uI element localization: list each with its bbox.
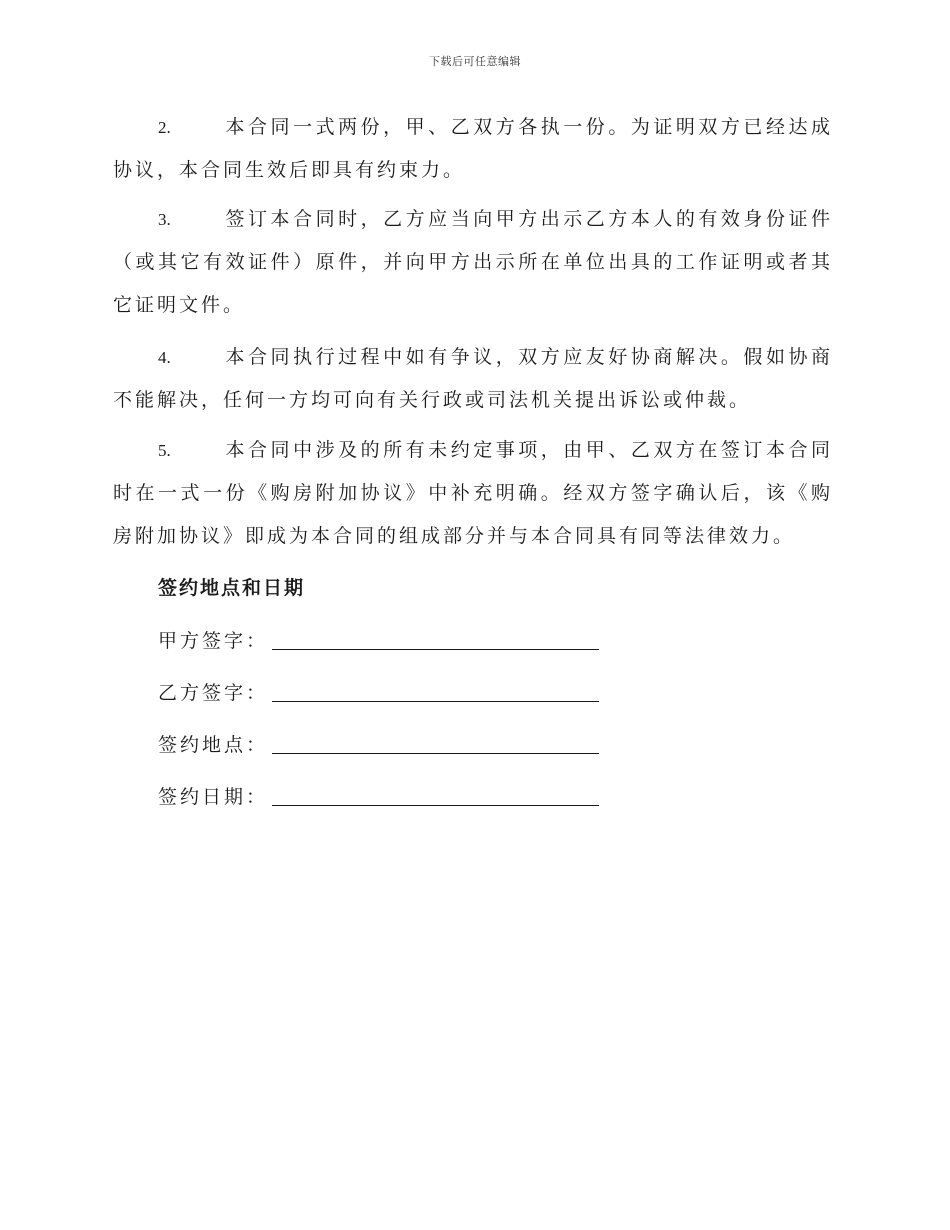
clause-number: 2.	[158, 118, 171, 137]
clause-text: 本合同执行过程中如有争议，双方应友好协商解决。假如协商不能解决，任何一方均可向有关行政或司法机关提出诉讼或仲裁。	[113, 346, 833, 411]
signing-date-field[interactable]	[158, 782, 599, 809]
clause-5	[113, 429, 833, 558]
clause-2	[113, 106, 833, 192]
clause-text: 本合同一式两份，甲、乙双方各执一份。为证明双方已经达成协议，本合同生效后即具有约束力。	[113, 116, 833, 181]
clause-number: 4.	[158, 348, 171, 367]
party-a-signature-field[interactable]	[158, 626, 599, 653]
header-note: 下载后可任意编辑	[429, 55, 521, 68]
clause-4	[113, 336, 833, 422]
signature-label: 甲方签字：	[158, 630, 269, 652]
clause-3	[113, 198, 833, 327]
signature-label: 签约日期：	[158, 786, 269, 808]
clause-number: 5.	[158, 441, 171, 460]
signature-blank[interactable]	[272, 700, 599, 702]
clause-text: 本合同中涉及的所有未约定事项，由甲、乙双方在签订本合同时在一式一份《购房附加协议》中补充明确。经双方签字确认后，该《购房附加协议》即成为本合同的组成部分并与本合同具有同等法律效力。	[113, 439, 833, 547]
signing-place-field[interactable]	[158, 730, 599, 757]
clause-text: 签订本合同时，乙方应当向甲方出示乙方本人的有效身份证件（或其它有效证件）原件，并向甲方出示所在单位出具的工作证明或者其它证明文件。	[113, 208, 833, 316]
signature-label: 签约地点：	[158, 734, 269, 756]
party-b-signature-field[interactable]	[158, 678, 599, 705]
signature-blank[interactable]	[272, 752, 599, 754]
signature-blank[interactable]	[272, 804, 599, 806]
signature-blank[interactable]	[272, 648, 599, 650]
signature-label: 乙方签字：	[158, 682, 269, 704]
clause-number: 3.	[158, 210, 171, 229]
signing-section-title: 签约地点和日期	[158, 577, 306, 599]
